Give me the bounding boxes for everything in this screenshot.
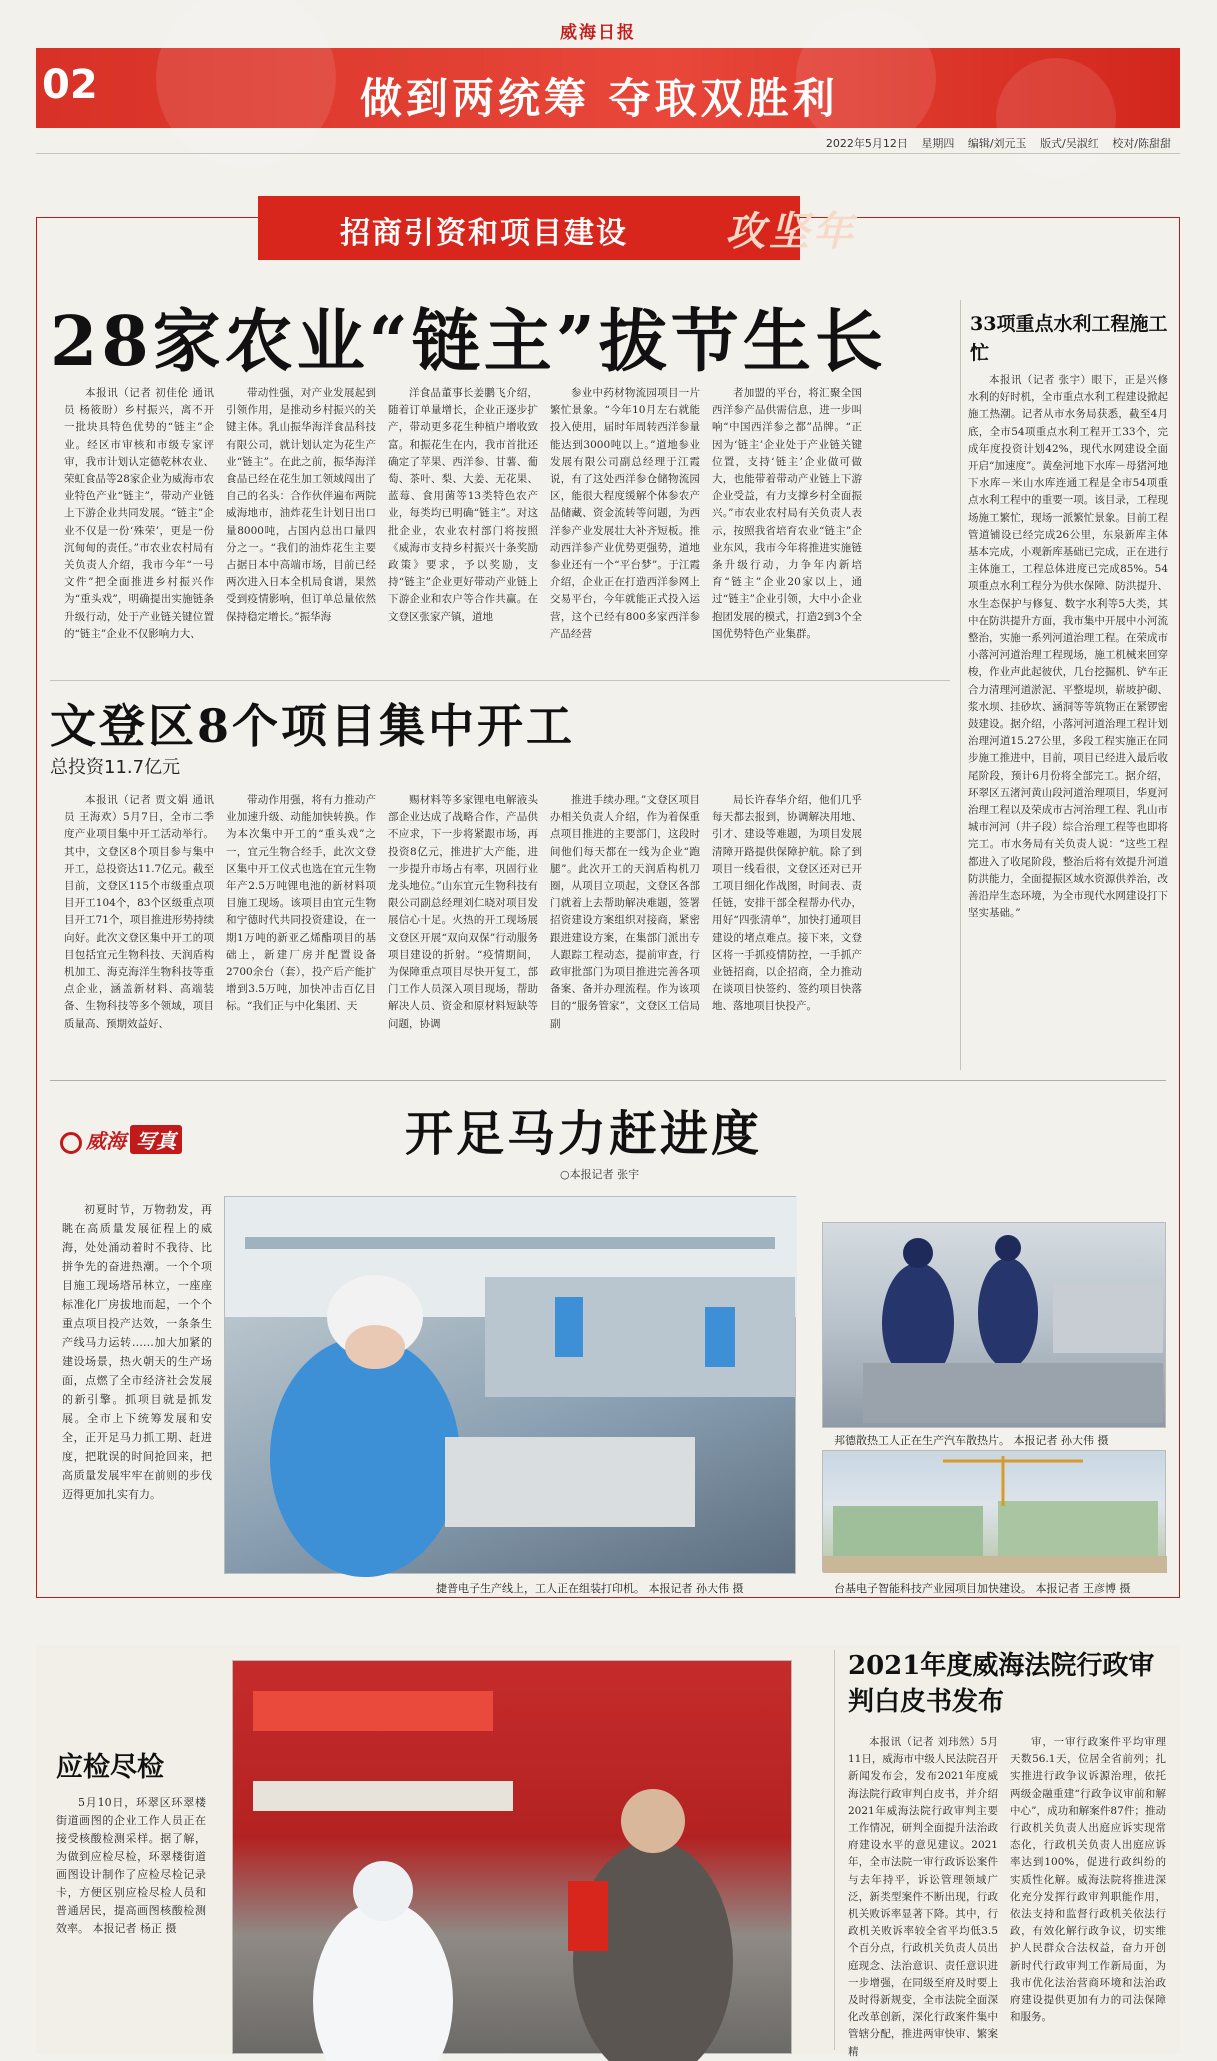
header-rule <box>36 153 1180 154</box>
story1-column-3 <box>388 385 538 675</box>
editor-credit: 编辑/刘元玉 <box>967 137 1027 150</box>
story2-subhead: 总投资11.7亿元 <box>50 757 181 778</box>
newspaper-masthead: 威海日报 <box>560 23 636 43</box>
story-divider <box>50 680 950 681</box>
side-column-divider <box>960 300 961 1070</box>
story2-column-1 <box>64 792 214 1064</box>
photo-section-byline: ○本报记者 张宇 <box>560 1168 640 1181</box>
story1-column-2 <box>226 385 376 675</box>
covid-test-caption-text: 5月10日，环翠区环翠楼街道画图的企业工作人员正在接受核酸检测采样。据了解，为做到应检尽检，环翠楼街道画图设计制作了应检尽检记录卡，方便区别应检尽检人员和普通居民，提高画图核酸检测效率。 本报记者 杨正 摄 <box>56 1796 206 1935</box>
court-col1-text: 本报讯（记者 刘玮然）5月11日，威海市中级人民法院召开新闻发布会，发布2021年度威海法院行政审判白皮书，并介绍2021年威海法院行政审判主要工作情况，研判全面提升法治政府建设水平的意见建议。2021年，全市法院一审行政诉讼案件与去年持平，诉讼管理领域广泛，新类型案件不断出现，行政机关败诉率显著下降。其中，行政机关败诉率较全省平均低3.5个百分点，行政机关负责人员出庭现念、法治意识、责任意识进一步增强，在同级至府及时要上及时得新规变，全市法院全面深化改革创新，深化行政案件集中管辖分配，推进两审快审、繁案精 <box>848 1736 998 2058</box>
story2-column-2 <box>226 792 376 1064</box>
photo-intro <box>62 1200 212 1580</box>
story2-column-5 <box>712 792 862 1064</box>
radiator-production-illustration <box>823 1223 1167 1429</box>
side-story-text: 本报讯（记者 张宇）眼下，正是兴修水利的好时机，全市重点水利工程建设掀起施工热潮。记者从市水务局获悉，截至4月底，全市54项重点水利工程开工33个，完成年度投资计划42%，现代水网建设全面开启“加速度”。黄垒河地下水库－母猪河地下水库－米山水库连通工程是全市54项重点水利工程中的重要一项。该目录，工程现场施工繁忙，现场一派繁忙景象。目前工程管道铺设已经完成26公里，东泉新库主体基本完成，小观新库基础已完成，正在进行主体施工，工程总体进度已完成85%。54项重点水利工程分为供水保障、防洪提升、水生态保护与修复、数字水利等5大类，其中在防洪提升方面，我市集中开展中小河流整治，实施一系列河道治理工程。在荣成市小落河河道治理工程现场，施工机械来回穿梭，作业声此起彼伏，几台挖掘机、铲车正合力清理河道淤泥、平整堤坝，崭坡护砌、浆水坝、挂砂坎、涵洞等等筑物正在紧锣密鼓建设。据介绍，小落河河道治理工程计划治理河道15.27公里，多段工程实施正在同步施工推进中，目前，项目已经进入最后收尾阶段，预计6月份将全部完工。据介绍，环翠区五渚河黄山段河道治理项目，华夏河治理工程以及荣成市古河治理工程、乳山市城市河河（井子段）综合治理工程等也即将完工。市水务局有关负责人说：“这些工程都进入了收尾阶段，整治后将有效提升河道防洪能力，全面提振区域水资源供养治，改善沿岸生态环境，为全市现代水网建设打下坚实基础。” <box>968 374 1168 920</box>
photo-industrial-park-construction <box>822 1450 1166 1572</box>
story2-column-3 <box>388 792 538 1064</box>
testing-scene-illustration <box>233 1661 793 2055</box>
photo-nucleic-acid-testing <box>232 1660 792 2054</box>
caption-top-right-photo: 邦德散热工人正在生产汽车散热片。 本报记者 孙大伟 摄 <box>834 1434 1109 1447</box>
photo-section-headline: 开足马力赶进度 <box>405 1106 763 1162</box>
story1-column-4 <box>550 385 700 675</box>
dateline <box>816 135 1171 151</box>
photo-radiator-production <box>822 1222 1166 1428</box>
court-col2-text: 审，一审行政案件平均审理天数56.1天，位居全省前列；扎实推进行政争议诉源治理，依托两级金融重建“行政争议审前和解中心”，成功和解案件87件；推动行政机关负责人出庭应诉实现常态化，行政机关负责人出庭应诉率达到100%，促进行政纠纷的实质性化解。威海法院将推进深化充分发挥行政审判职能作用，依法支持和监督行政机关依法行政，有效化解行政争议，切实维护人民群众合法权益，奋力开创新时代行政审判工作新局面，为我市优化法治营商环境和法治政府建设提供更加有力的司法保障和服务。 <box>1010 1736 1166 2024</box>
story2-col2-text: 带动作用强，将有力推动产业加速升级、动能加快转换。作为本次集中开工的“重头戏”之一，宜元生物合经手，此次文登区集中开工仪式也选在宜元生物年产2.5万吨锂电池的新材料项目施工现场。该项目由宜元生物和宁德时代共同投资建设，在一期1万吨的新亚乙烯酯项目的基础上，新建厂房并配置设备2700余台（套），投产后产能扩增到3.5万吨，加快冲击百亿目标。“我们正与中化集团、天 <box>226 794 376 1013</box>
construction-site-illustration <box>823 1451 1167 1573</box>
story2-headline: 文登区8个项目集中开工 <box>50 699 576 753</box>
photo-section-logo <box>60 1125 182 1154</box>
campaign-title: 招商引资和项目建设 <box>340 216 628 251</box>
covid-test-headline: 应检尽检 <box>56 1752 164 1783</box>
story1-col2-text: 带动性强，对产业发展起到引领作用，是推动乡村振兴的关键主体。乳山振华海洋食品科技有限公司，就计划认定为花生产业“链主”。在此之前，振华海洋食品已经在花生加工领域闯出了自己的名头：合作伙伴遍布两院威海地市，油炸花生计划日出口量8000吨，占国内总出口量四分之一。“我们的油炸花生主要占据日本中高端市场，目前已经两次进入日本全机局食谱，果然受到疫情影响，但订单总量依然保持稳定增长。”振华海 <box>226 387 376 623</box>
story2-col5-text: 局长许春华介绍，他们几乎每天都去报到，协调解决用地、引才、建设等难题，为项目发展清障开路提供保障护航。除了到项目一线看很，文登区还对已开工项目细化作战图，时间表、责任链，安排干部全程帮办代办，用好“四张清单”，加快打通项目建设的堵点难点。接下来，文登区将一手抓疫情防控，一手抓产业链招商，以企招商，全力推动在谈项目快签约、签约项目快落地、落地项目快投产。 <box>712 794 862 1013</box>
designer-credit: 版式/吴淑红 <box>1040 137 1099 150</box>
photo-section-rule <box>50 1080 1166 1081</box>
covid-test-caption <box>56 1794 206 1934</box>
court-story-title: 2021年度威海法院行政审判白皮书发布 <box>848 1651 1155 1717</box>
story1-col5-text: 者加盟的平台，将汇聚全国西洋参产品供需信息，进一步叫响“中国西洋参之都”品牌。“正因为‘链主’企业处于产业链关键位置，支持‘链主’企业做可做大，也能带着带动产业链上下游企业受益，有力支撑乡村全面振兴。”市农业农村局有关负责人表示，按照我省培育农业“链主”企业东风，我市今年将推进实施链条升级行动，力争年内新培育“链主”企业20家以上，通过“链主”企业引领，大中小企业抱团发展的模式，打造2到3个全国优势特色产业集群。 <box>712 387 862 640</box>
proofreader-credit: 校对/陈甜甜 <box>1112 137 1171 150</box>
story2-col4-text: 推进手续办理。”文登区项目办相关负责人介绍，作为着保重点项目推进的主要部门，这段时间他们每天都在一线为企业“跑腿”。此次开工的天润盾构机刀圈，从项目立项起，文登区各部门就着上去帮助解决难题，签署招资建设方案组织对接商，紧密跟进建设方案，在集部门派出专人跟踪工程动态，提前审查，行政审批部门为项目推进完善各项备案、备并办理流程。作为该项目的“服务管家”，文登区工信局副 <box>550 794 700 1030</box>
photo-logo-pill: 写真 <box>130 1125 182 1154</box>
story1-col4-text: 参业中药材物流园项目一片繁忙景象。“今年10月左右就能投入使用，届时年周转西洋参量能达到3000吨以上。”道地参业发展有限公司副总经理于江霞说，有了这处西洋参仓储物流园区，能很大程度缓解个体参农产品储藏、资金流转等问题，为西洋参产业发展壮大补齐短板。推动西洋参产业优势更强势，道地参业还有一个“平台梦”。于江霞介绍，企业正在打造西洋参网上交易平台，今年就能正式投入运营，这个已经有800多家西洋参产品经营 <box>550 387 700 640</box>
printer-assembly-illustration <box>225 1197 797 1575</box>
story1-column-5 <box>712 385 862 675</box>
side-story-body <box>968 372 1168 1062</box>
banner-slogan: 做到两统筹 夺取双胜利 <box>360 74 839 123</box>
photo-intro-text: 初夏时节，万物勃发，再眺在高质量发展征程上的威海，处处涌动着时不我待、比拼争先的奋进热潮。一个个项目施工现场塔吊林立，一座座标准化厂房拔地而起，一个个重点项目投产达效，一条条生产线马力运转……加大加紧的建设场景，热火朝天的生产场面，点燃了全市经济社会发展的新引擎。抓项目就是抓发展。全市上下统筹发展和安全，正开足马力抓工期、赶进度，把耽误的时间抢回来，把高质量发展牢牢在前则的步伐迈得更加扎实有力。 <box>62 1203 212 1501</box>
story2-col3-text: 赐材料等多家锂电电解液头部企业达成了战略合作，产品供不应求，下一步将紧跟市场，再投资8亿元，推进扩大产能，进一步提升市场占有率，巩固行业龙头地位。”山东宜元生物科技有限公司副总经理刘仁晓对项目发展信心十足。火热的开工现场展文登区开展“双向双保”行动服务项目建设的折射。“疫情期间，为保障重点项目尽快开复工，部门工作人员深入项目现场，帮助解决人员、资金和原材料短缺等问题，协调 <box>388 794 538 1030</box>
court-story-divider <box>834 1650 835 2050</box>
page-number: 02 <box>42 62 98 108</box>
caption-bottom-right-photo: 台基电子智能科技产业园项目加快建设。 本报记者 王彦博 摄 <box>834 1582 1131 1595</box>
court-story-column-1 <box>848 1734 998 2058</box>
story1-col3-text: 洋食品董事长姜鹏飞介绍，随着订单量增长，企业正逐步扩产，带动更多花生种植户增收致富。和振花生在内，我市首批还确定了苹果、西洋参、甘薯、葡萄、茶叶、梨、大姜、无花果、蓝莓、食用菌等13类特色农产业，每类均已明确“链主”。对这批企业，农业农村部门将按照《威海市支持乡村振兴十条奖励政策》要求，予以奖励，支持“链主”企业更好带动产业链上下游企业和农户等合作共赢。在文登区张家产镇，道地 <box>388 387 538 623</box>
caption-main-photo: 捷普电子生产线上，工人正在组装打印机。 本报记者 孙大伟 摄 <box>436 1582 744 1595</box>
issue-weekday: 星期四 <box>921 137 955 150</box>
story1-column-1 <box>64 385 214 675</box>
story1-headline: 28家农业“链主”拔节生长 <box>50 302 887 382</box>
camera-icon <box>60 1132 82 1154</box>
story1-col1-text: 本报讯（记者 初佳伦 通讯员 杨筱盼）乡村振兴，离不开一批块具特色优势的“链主”企业。经区市审核和市级专家评审，我市计划认定德乾林农业、荣虹食品等28家企业为威海市农业特色产业“链主”，带动产业链上下游企业共同发展。“链主”企业不仅是一份‘殊荣’，更是一份沉甸甸的责任。”市农业农村局有关负责人介绍，我市今年“一号文件”把全面推进乡村振兴作为“重头戏”，明确提出实施链条升级行动，处于产业链关键位置的“链主”企业不仅影响力大、 <box>64 387 214 640</box>
side-story-title: 33项重点水利工程施工忙 <box>970 313 1168 364</box>
story2-column-4 <box>550 792 700 1064</box>
court-story-column-2 <box>1010 1734 1166 2049</box>
issue-date: 2022年5月12日 <box>825 137 908 150</box>
story2-col1-text: 本报讯（记者 贾文娟 通讯员 王海欢）5月7日，全市二季度产业项目集中开工活动举行。其中，文登区8个项目参与集中开工，总投资达11.7亿元。截至目前，文登区115个市级重点项目开工104个，83个区级重点项目开工71个，项目推进形势持续向好。此次文登区集中开工的项目包括宜元生物科技、天润盾构机加工、海克海洋生物科技等重点企业，涵盖新材料、高端装备、生物科技等多个领域，项目质量高、预期效益好、 <box>64 794 214 1030</box>
campaign-tag: 攻坚年 <box>725 208 857 255</box>
photo-logo-text: 威海 <box>86 1129 126 1153</box>
photo-factory-printer-assembly <box>224 1196 796 1574</box>
